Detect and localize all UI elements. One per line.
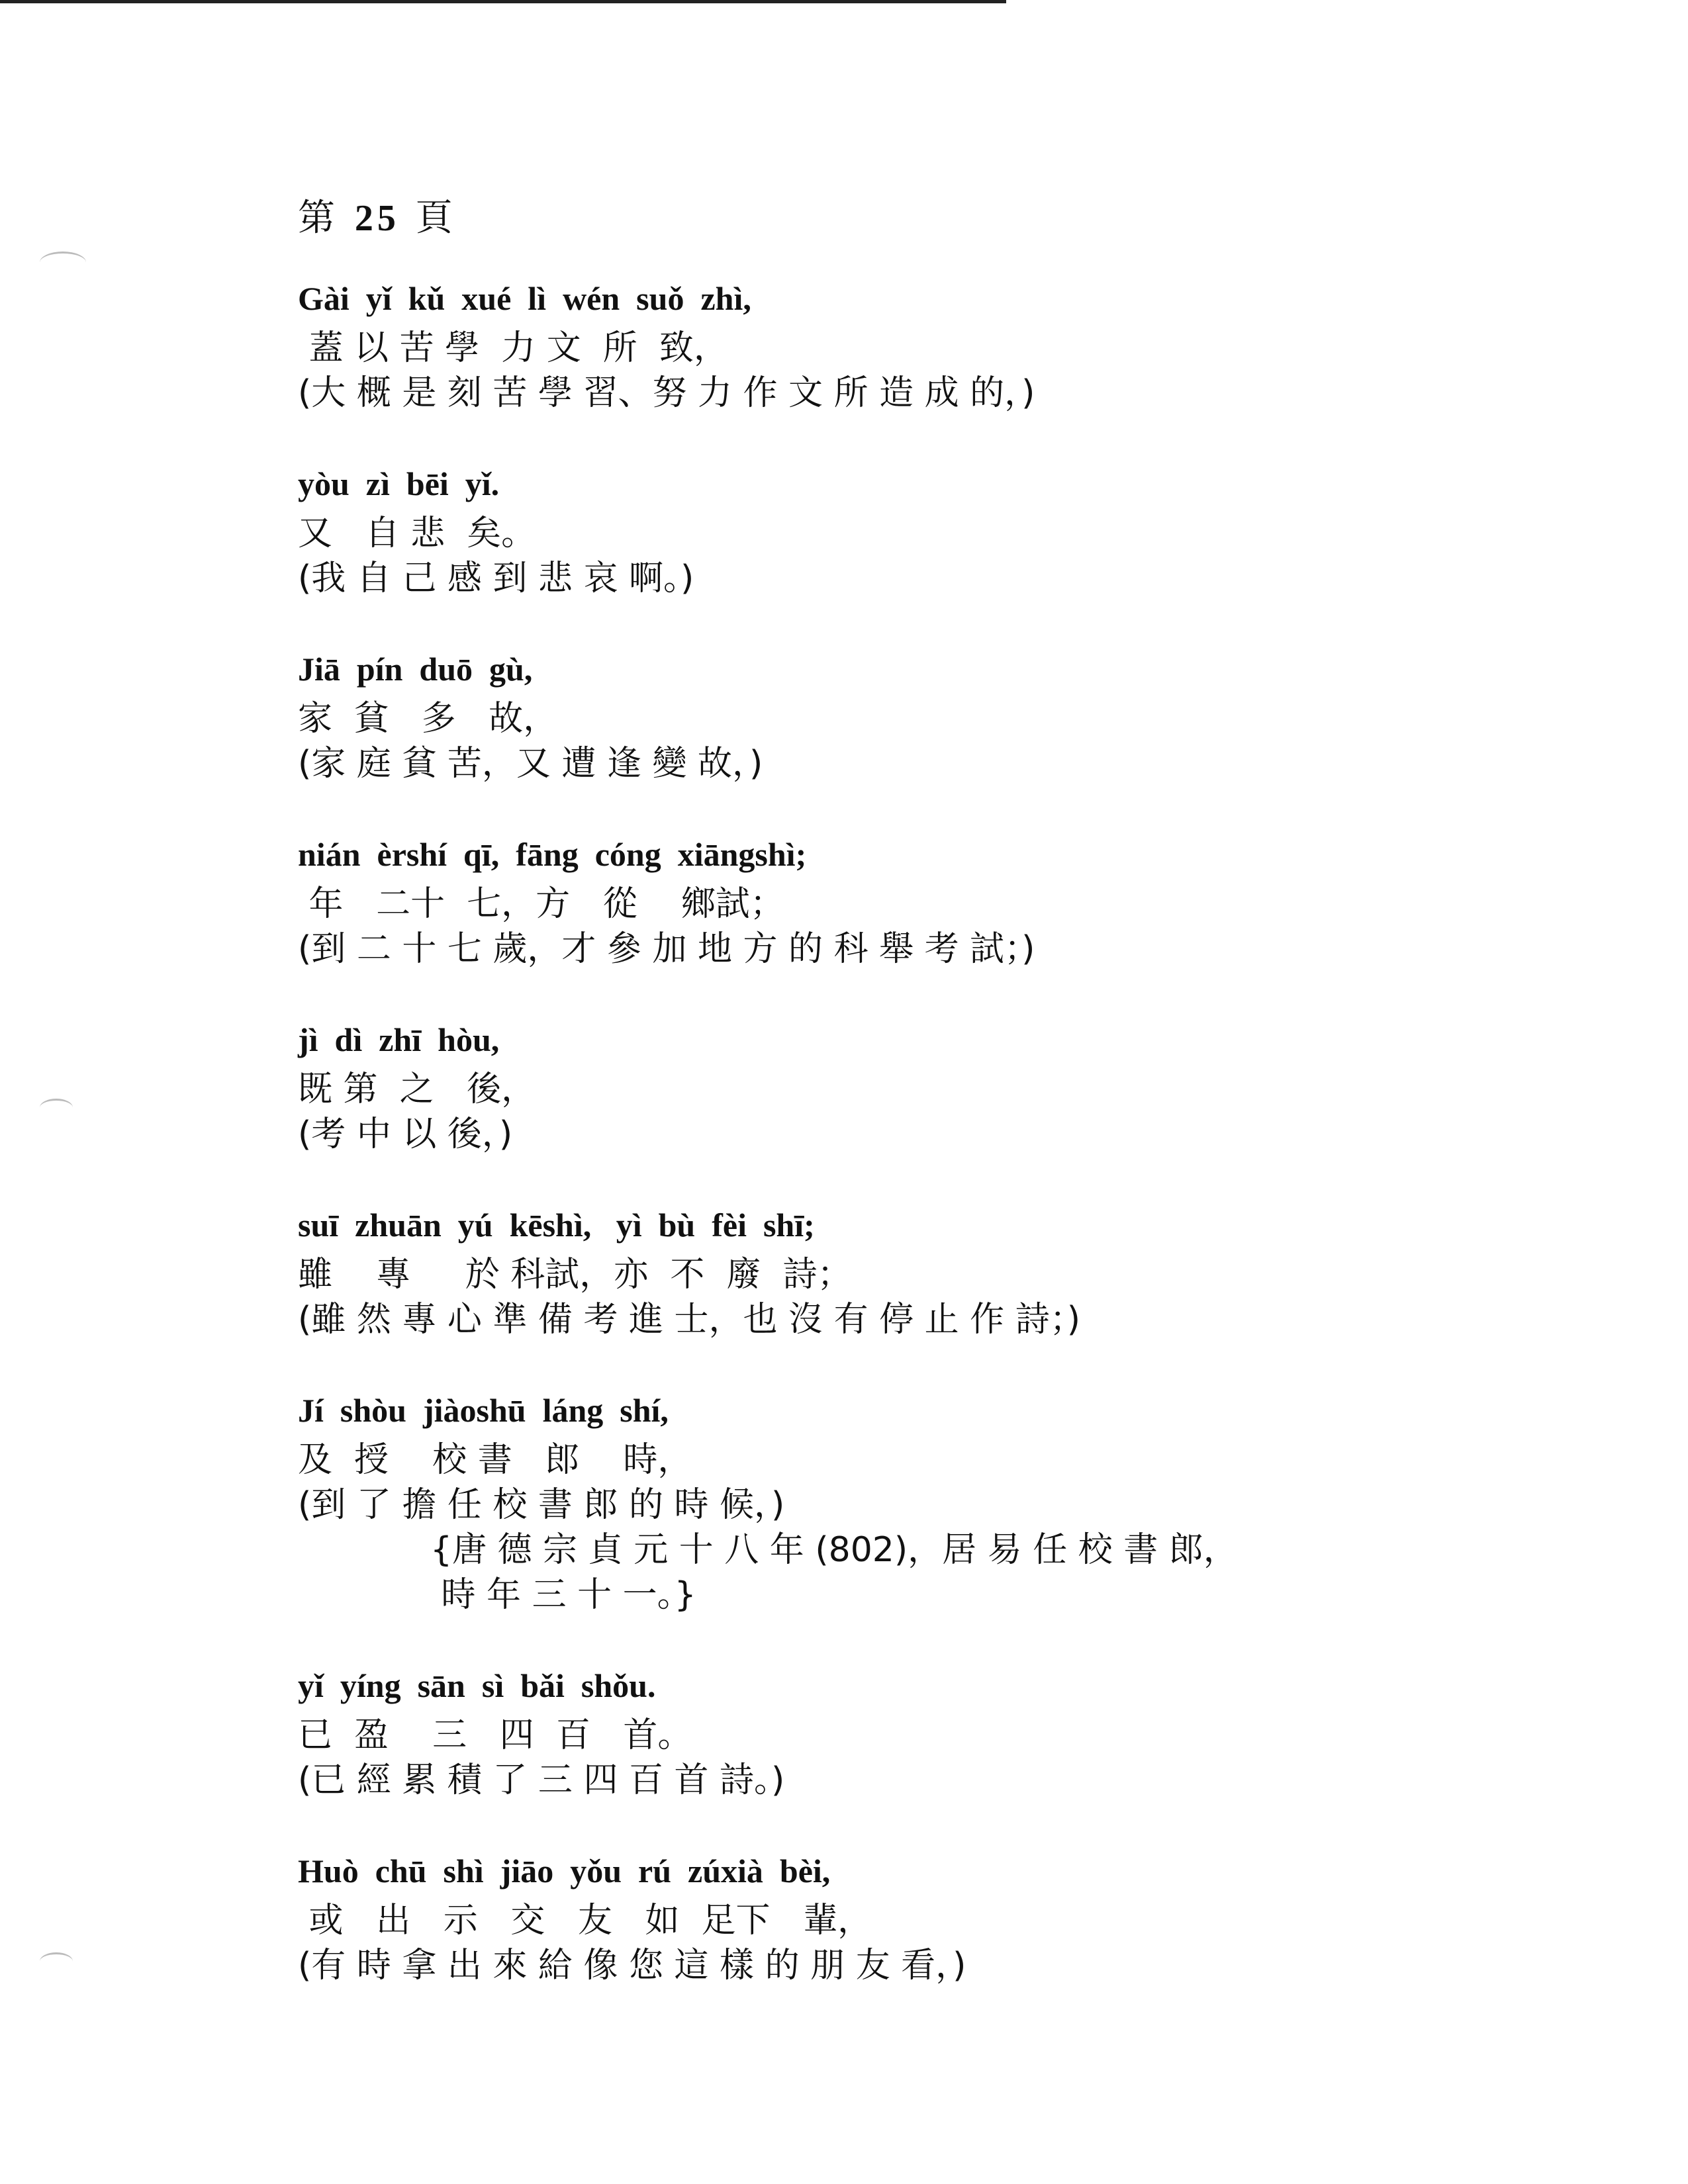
- verse-stanza: [298, 1383, 1556, 1617]
- pinyin-line: nián èrshí qī, fāng cóng xiāngshì;: [298, 836, 807, 873]
- pinyin-line: yòu zì bēi yǐ.: [298, 465, 500, 502]
- pinyin-line: Jí shòu jiàoshū láng shí,: [298, 1392, 669, 1429]
- verse-stanza: [298, 1198, 1556, 1342]
- scan-punch-mark: [40, 1952, 73, 1970]
- translation-line: (到 了 擔 任 校 書 郎 的 時 候，): [298, 1485, 785, 1525]
- pinyin-line: Huò chū shì jiāo yǒu rú zúxià bèi,: [298, 1852, 831, 1889]
- translation-line: (到 二 十 七 歲，才 參 加 地 方 的 科 舉 考 試；): [298, 929, 1035, 969]
- verse-stanza: [298, 1659, 1556, 1803]
- historical-note-line: 時 年 三 十 一。}: [430, 1575, 696, 1615]
- verse-stanza: [298, 1844, 1556, 1988]
- chinese-text-line: 雖 專 於 科試，亦 不 廢 詩；: [298, 1255, 852, 1295]
- chinese-text-line: 既 第 之 後，: [298, 1069, 536, 1109]
- translation-line: (家 庭 貧 苦，又 遭 逢 變 故，): [298, 744, 763, 784]
- chinese-text-line: 又 自 悲 矣。: [298, 514, 536, 553]
- pinyin-line: Jiā pín duō gù,: [298, 651, 533, 688]
- chinese-text-line: 或 出 示 交 友 如 足下 輩，: [298, 1901, 872, 1940]
- translation-line: (已 經 累 積 了 三 四 百 首 詩。): [298, 1760, 785, 1800]
- chinese-text-line: 蓋 以 苦 學 力 文 所 致，: [298, 328, 728, 368]
- page-title-suffix: 頁: [415, 197, 457, 240]
- page-title: [298, 192, 1556, 245]
- verse-stanza: [298, 271, 1556, 416]
- translation-line: (有 時 拿 出 來 給 像 您 這 樣 的 朋 友 看，): [298, 1946, 966, 1985]
- scan-punch-mark: [40, 1099, 73, 1116]
- translation-line: (大 概 是 刻 苦 學 習、努 力 作 文 所 造 成 的，): [298, 373, 1035, 413]
- page-title-prefix: 第: [298, 197, 339, 240]
- pinyin-line: Gài yǐ kǔ xué lì wén suǒ zhì,: [298, 280, 751, 317]
- chinese-text-line: 家 貧 多 故，: [298, 699, 558, 739]
- translation-line: (雖 然 專 心 準 備 考 進 士，也 沒 有 停 止 作 詩；): [298, 1300, 1080, 1340]
- chinese-text-line: 年 二十 七，方 從 鄉試；: [298, 884, 784, 924]
- historical-note-line: {唐 德 宗 貞 元 十 八 年 (802)，居 易 任 校 書 郎，: [430, 1530, 1238, 1570]
- verse-stanza: [298, 827, 1556, 972]
- pinyin-line: yǐ yíng sān sì bǎi shǒu.: [298, 1667, 656, 1704]
- page-number: 25: [354, 198, 400, 239]
- translation-line: (考 中 以 後，): [298, 1115, 513, 1154]
- chinese-text-line: 已 盈 三 四 百 首。: [298, 1715, 692, 1755]
- verse-stanza: [298, 457, 1556, 601]
- document-page: [298, 192, 1556, 2029]
- pinyin-line: suī zhuān yú kēshì, yì bù fèi shī;: [298, 1206, 815, 1244]
- scan-punch-mark: [40, 251, 86, 273]
- verse-stanza: [298, 642, 1556, 786]
- chinese-text-line: 及 授 校 書 郎 時，: [298, 1440, 692, 1480]
- scan-top-edge-rule: [0, 0, 1006, 3]
- translation-line: (我 自 己 感 到 悲 哀 啊。): [298, 559, 694, 598]
- pinyin-line: jì dì zhī hòu,: [298, 1021, 500, 1058]
- verse-stanza: [298, 1013, 1556, 1157]
